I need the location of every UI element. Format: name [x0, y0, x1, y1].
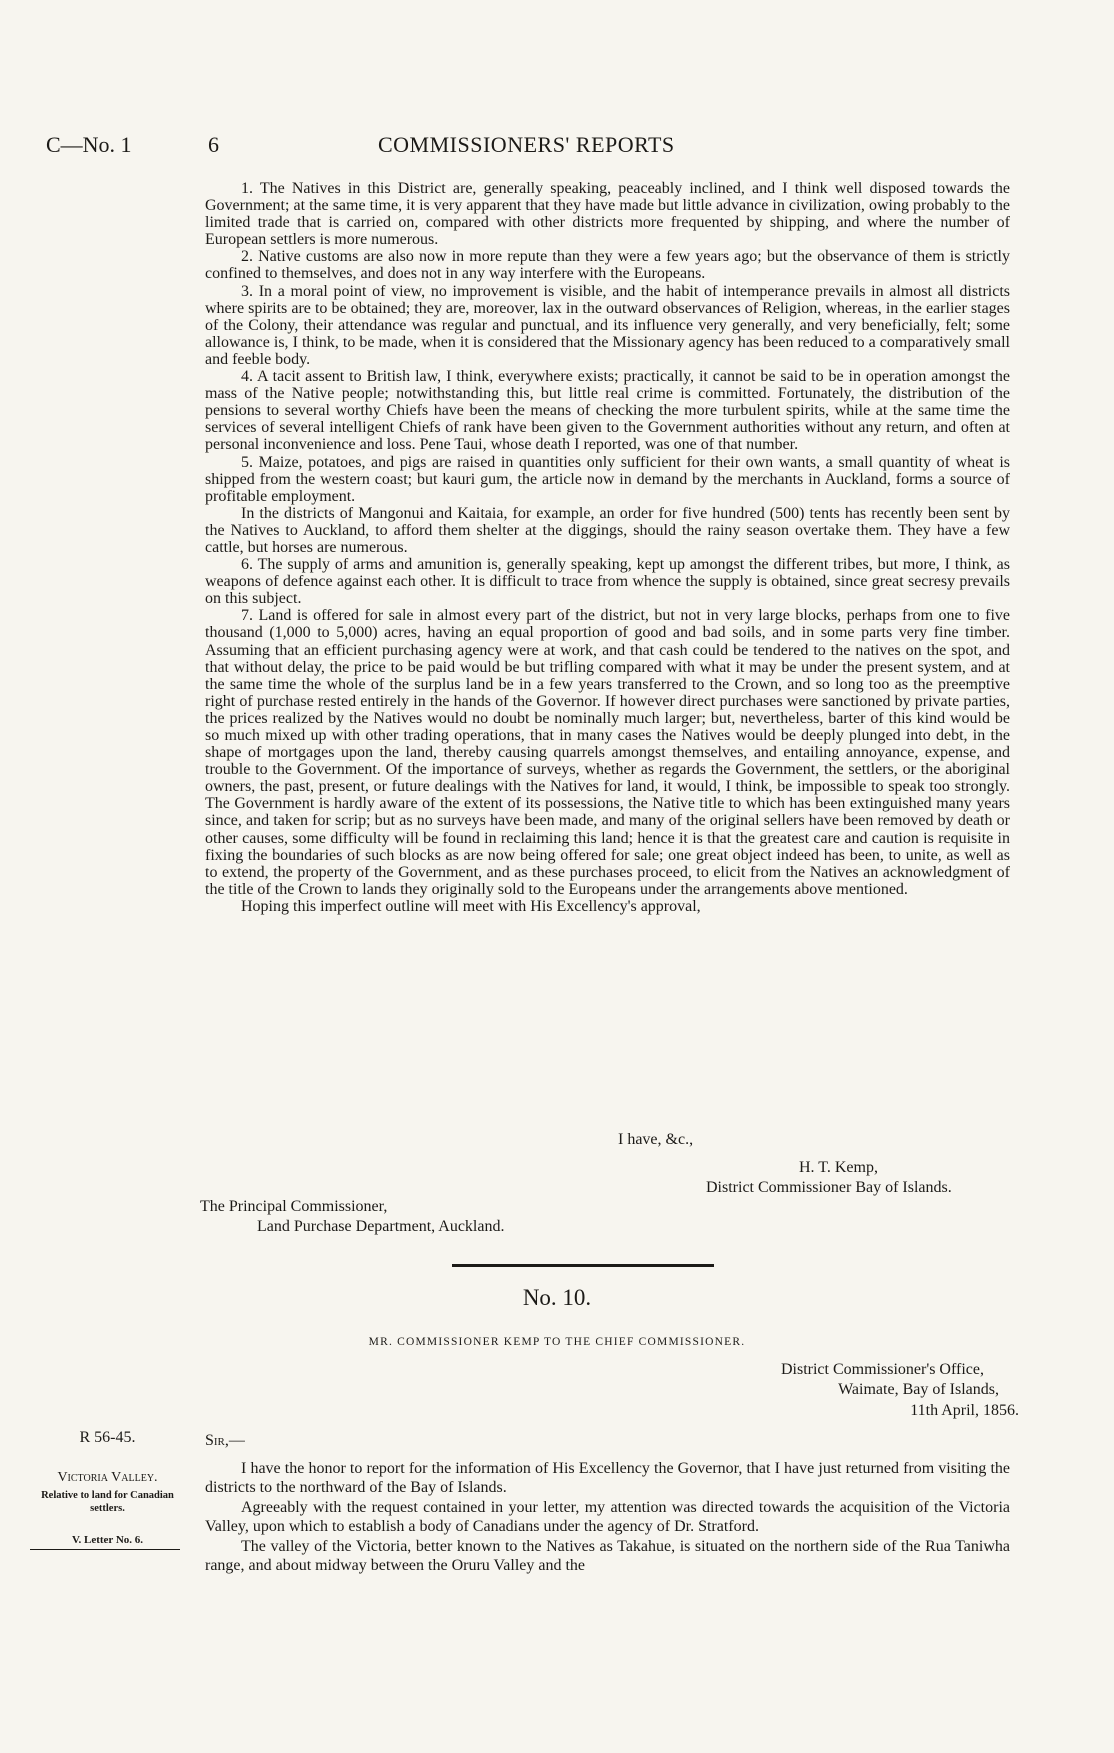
i-have-line: I have, &c.,	[618, 1131, 694, 1148]
paragraph-5b: In the districts of Mangonui and Kaitaia, for example, an order for five hundred (500) tents has recently been sent by the Natives to Auckland, to afford them shelter at the diggings, should the rainy season overtake them. They have a few cattle, but horses are numerous.	[205, 504, 1010, 556]
paragraph-2: 2. Native customs are also now in more repute than they were a few years ago; but the observance of them is strictly confined to themselves, and does not in any way interfere with the Europeans.	[205, 248, 1010, 283]
signer-title: District Commissioner Bay of Islands.	[706, 1179, 952, 1196]
paragraph-4: 4. A tacit assent to British law, I think, everywhere exists; practically, it cannot be said to be in operation amongst the mass of the Native people; notwithstanding this, but little real crime is committed. Fortunately, the distribution of the pensions to several worthy Chiefs have been the means of checking the more turbulent spirits, while at the same time the services of several intelligent Chiefs of rank have been given to the Government authorities without any return, and often at personal inconvenience and loss. Pene Taui, whose death I reported, was one of that number.	[205, 368, 1010, 454]
letter-paragraph-2: Agreeably with the request contained in your letter, my attention was directed towards the acquisition of the Victoria Valley, upon which to establish a body of Canadians under the agency of Dr. Stratford.	[205, 1498, 1010, 1536]
letter-paragraph-1: I have the honor to report for the information of His Excellency the Governor, that I have just returned from visiting the districts to the northward of the Bay of Islands.	[205, 1460, 1010, 1497]
addressee-line-2: Land Purchase Department, Auckland.	[257, 1218, 505, 1235]
page-header	[0, 132, 1114, 168]
closing-paragraph: Hoping this imperfect outline will meet with His Excellency's approval,	[241, 897, 701, 915]
margin-victoria-valley	[30, 1470, 185, 1486]
paragraph-7: 7. Land is offered for sale in almost every part of the district, but not in very large blocks, perhaps from one to five thousand (1,000 to 5,000) acres, having an equal proportion of good and bad soils, and in some parts very fine timber. Assuming that an efficient purchasing agency were at work, and that cash could be tendered to the natives on the spot, and that without delay, the price to be paid would be but trifling compared with what it may be under the present system, and at the same time the whole of the surplus land be in a few years transferred to the Crown, and so long too as the preemptive right of purchase rested entirely in the hands of the Governor. If however direct purchases were sanctioned by private parties, the prices realized by the Natives would no doubt be nominally much larger; but, nevertheless, barter of this kind would be so much mixed up with other trading operations, that in many cases the Natives would be deeply plunged into debt, in the shape of mortgages upon the land, thereby causing quarrels amongst themselves, and entailing annoyance, expense, and trouble to the Government. Of the importance of surveys, whether as regards the Government, the settlers, or the aboriginal owners, the past, present, or future dealings with the Natives for land, it would, I think, be impossible to speak too strongly. The Government is hardly aware of the extent of its possessions, the Native title to which has been extinguished many years since, and taken for scrip; but as no surveys have been made, and many of the original sellers have been removed by death or other causes, some difficulty will be found in reclaiming this land; hence it is that the greatest care and caution is requisite in fixing the boundaries of such blocks as are now being offered for sale; one great object indeed has been, to unite, as well as to extend, the property of the Government, and as these purchases proceed, to elicit from the Natives an acknowledgment of the title of the Crown to lands they originally sold to the Europeans under the arrangements above mentioned.	[205, 607, 1010, 898]
letter-date: 11th April, 1856.	[910, 1402, 1019, 1419]
paragraph-5: 5. Maize, potatoes, and pigs are raised in quantities only sufficient for their own wants, a small quantity of wheat is shipped from the western coast; but kauri gum, the article now in demand by the merchants in Auckland, forms a source of profitable employment.	[205, 453, 1010, 505]
paragraph-1: 1. The Natives in this District are, generally speaking, peaceably inclined, and I think well disposed towards the Government; at the same time, it is very apparent that they have made but little advance in civilization, owing probably to the limited trade that is carried on, compared with other districts more frequented by shipping, and where the number of European settlers is more numerous.	[205, 180, 1010, 249]
margin-victoria-label: Victoria Valley.	[57, 1470, 158, 1485]
paragraph-3: 3. In a moral point of view, no improvement is visible, and the habit of intemperance prevails in almost all districts where spirits are to be obtained; they are, moreover, lax in the outward observances of Religion, whereas, in the earlier stages of the Colony, their attendance was regular and punctual, and its influence very generally, and very beneficially, felt; some allowance is, I think, to be made, when it is considered that the Missionary agency has been reduced to a comparatively small and feeble body.	[205, 282, 1010, 368]
letter-paragraph-3: The valley of the Victoria, better known to the Natives as Takahue, is situated on the northern side of the Rua Taniwha range, and about midway between the Oruru Valley and the	[205, 1537, 1010, 1575]
margin-vletter	[30, 1534, 185, 1550]
page-title: COMMISSIONERS' REPORTS	[378, 132, 675, 157]
signer-name: H. T. Kemp,	[799, 1159, 878, 1176]
page-number: 6	[208, 132, 219, 157]
document-code: C—No. 1	[46, 132, 132, 157]
section-number: No. 10.	[522, 1285, 592, 1310]
address-line-1: District Commissioner's Office,	[780, 1361, 984, 1378]
section-divider	[452, 1264, 714, 1267]
addressee-line-1: The Principal Commissioner,	[200, 1198, 388, 1215]
report-body	[205, 180, 1010, 915]
address-line-2: Waimate, Bay of Islands,	[838, 1381, 999, 1398]
salutation: Sir,—	[205, 1432, 245, 1449]
section-subtitle: MR. COMMISSIONER KEMP TO THE CHIEF COMMISSIONER.	[368, 1336, 746, 1348]
paragraph-6: 6. The supply of arms and amunition is, generally speaking, kept up amongst the different tribes, but more, I think, as weapons of defence against each other. It is difficult to trace from whence the supply is obtained, since great secresy prevails on this subject.	[205, 556, 1010, 608]
margin-relative: Relative to land for Canadian settlers.	[41, 1490, 174, 1514]
margin-vletter-label: V. Letter No. 6.	[71, 1534, 144, 1546]
letter-body	[205, 1459, 1010, 1575]
margin-ref: R 56-45.	[79, 1429, 136, 1446]
margin-rule	[30, 1549, 180, 1550]
